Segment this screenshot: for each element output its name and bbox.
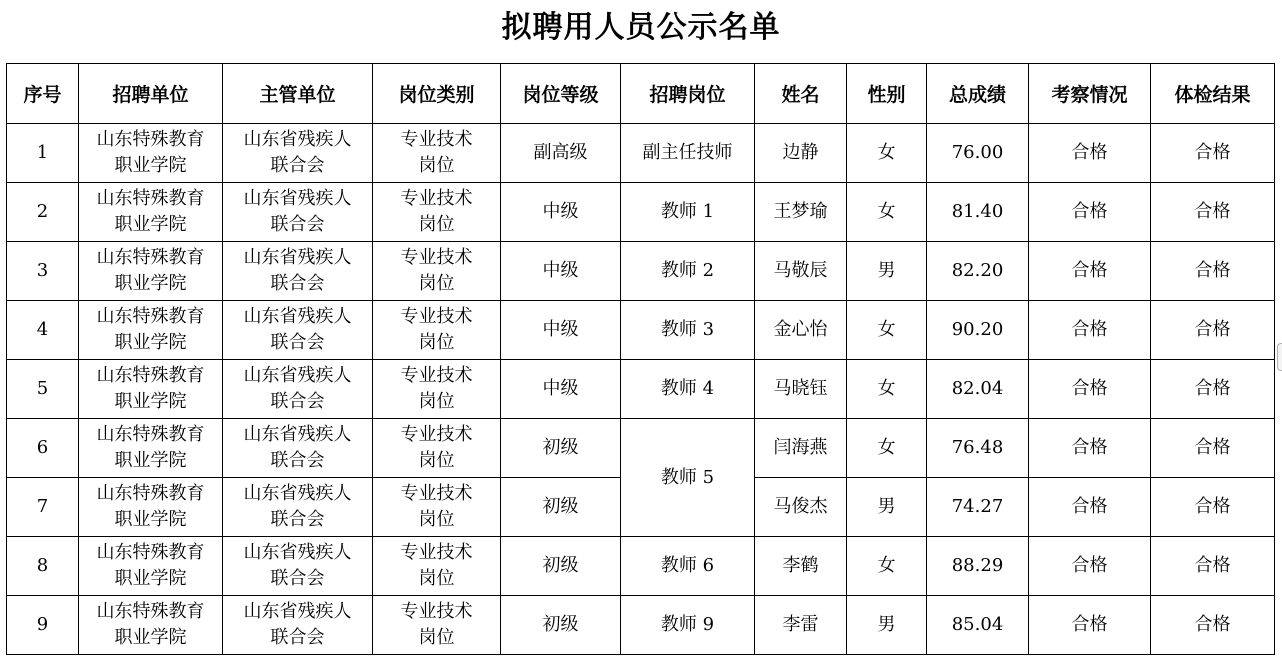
cell-inspection: 合格	[1029, 419, 1151, 478]
cell-dept-line: 山东省残疾人	[243, 306, 352, 327]
cell-category	[373, 183, 501, 242]
cell-post: 教师 2	[621, 242, 755, 301]
cell-level: 中级	[501, 301, 621, 360]
page-title: 拟聘用人员公示名单	[501, 10, 781, 45]
cell-unit-line: 职业学院	[114, 155, 187, 176]
cell-no: 4	[7, 301, 79, 360]
cell-inspection: 合格	[1029, 242, 1151, 301]
cell-post: 副主任技师	[621, 124, 755, 183]
cell-category-line: 岗位	[418, 332, 455, 353]
cell-dept-line: 联合会	[270, 273, 325, 294]
cell-unit-line: 山东特殊教育	[96, 424, 205, 445]
cell-dept	[223, 537, 373, 596]
cell-category-line: 岗位	[418, 155, 455, 176]
cell-dept-line: 山东省残疾人	[243, 542, 352, 563]
cell-unit-line: 山东特殊教育	[96, 188, 205, 209]
cell-unit	[79, 242, 223, 301]
cell-medical: 合格	[1151, 183, 1275, 242]
cell-inspection: 合格	[1029, 301, 1151, 360]
column-header-no: 序号	[7, 64, 79, 124]
cell-dept	[223, 360, 373, 419]
cell-medical: 合格	[1151, 360, 1275, 419]
cell-no: 3	[7, 242, 79, 301]
cell-name: 边静	[755, 124, 847, 183]
cell-score: 88.29	[927, 537, 1029, 596]
cell-name: 李雷	[755, 596, 847, 655]
cell-unit-line: 山东特殊教育	[96, 542, 205, 563]
cell-dept	[223, 124, 373, 183]
column-header-post: 招聘岗位	[621, 64, 755, 124]
cell-post: 教师 1	[621, 183, 755, 242]
table-row	[7, 419, 1275, 478]
cell-level: 副高级	[501, 124, 621, 183]
cell-level: 初级	[501, 596, 621, 655]
cell-medical: 合格	[1151, 537, 1275, 596]
cell-dept-line: 联合会	[270, 214, 325, 235]
cell-dept	[223, 301, 373, 360]
cell-unit	[79, 124, 223, 183]
cell-category-line: 专业技术	[400, 424, 473, 445]
cell-dept-line: 联合会	[270, 627, 325, 648]
cell-name: 马晓钰	[755, 360, 847, 419]
cell-post-merged: 教师 5	[621, 419, 755, 537]
cell-name: 马俊杰	[755, 478, 847, 537]
cell-gender: 女	[847, 537, 927, 596]
cell-dept-line: 山东省残疾人	[243, 247, 352, 268]
cell-unit	[79, 478, 223, 537]
cell-medical: 合格	[1151, 242, 1275, 301]
cell-score: 74.27	[927, 478, 1029, 537]
cell-dept-line: 山东省残疾人	[243, 188, 352, 209]
cell-category-line: 岗位	[418, 509, 455, 530]
cell-dept	[223, 242, 373, 301]
cell-category-line: 岗位	[418, 273, 455, 294]
cell-medical: 合格	[1151, 301, 1275, 360]
cell-score: 82.04	[927, 360, 1029, 419]
cell-gender: 女	[847, 301, 927, 360]
cell-score: 76.00	[927, 124, 1029, 183]
cell-unit-line: 山东特殊教育	[96, 365, 205, 386]
cell-dept-line: 山东省残疾人	[243, 129, 352, 150]
cell-dept-line: 联合会	[270, 332, 325, 353]
cell-medical: 合格	[1151, 478, 1275, 537]
cell-category	[373, 301, 501, 360]
cell-unit	[79, 301, 223, 360]
cell-category	[373, 537, 501, 596]
cell-gender: 女	[847, 183, 927, 242]
cell-unit-line: 职业学院	[114, 214, 187, 235]
cell-category-line: 专业技术	[400, 542, 473, 563]
cell-no: 8	[7, 537, 79, 596]
cell-no: 7	[7, 478, 79, 537]
cell-unit	[79, 537, 223, 596]
cell-post: 教师 4	[621, 360, 755, 419]
cell-unit-line: 职业学院	[114, 273, 187, 294]
cell-category-line: 专业技术	[400, 365, 473, 386]
cell-unit-line: 职业学院	[114, 391, 187, 412]
cell-no: 2	[7, 183, 79, 242]
cell-category	[373, 124, 501, 183]
cell-category-line: 专业技术	[400, 247, 473, 268]
cell-gender: 女	[847, 124, 927, 183]
cell-unit-line: 职业学院	[114, 627, 187, 648]
cell-dept-line: 山东省残疾人	[243, 601, 352, 622]
cell-dept-line: 山东省残疾人	[243, 365, 352, 386]
cell-inspection: 合格	[1029, 183, 1151, 242]
table-row	[7, 301, 1275, 360]
cell-name: 闫海燕	[755, 419, 847, 478]
table-row	[7, 596, 1275, 655]
cell-no: 1	[7, 124, 79, 183]
cell-dept	[223, 419, 373, 478]
cell-name: 李鹤	[755, 537, 847, 596]
cell-dept-line: 联合会	[270, 155, 325, 176]
cell-unit-line: 职业学院	[114, 509, 187, 530]
cell-post: 教师 9	[621, 596, 755, 655]
cell-inspection: 合格	[1029, 596, 1151, 655]
cell-category	[373, 242, 501, 301]
cell-unit-line: 山东特殊教育	[96, 247, 205, 268]
cell-unit-line: 职业学院	[114, 450, 187, 471]
cell-no: 5	[7, 360, 79, 419]
cell-medical: 合格	[1151, 419, 1275, 478]
column-header-name: 姓名	[755, 64, 847, 124]
cell-category-line: 岗位	[418, 450, 455, 471]
cell-unit-line: 山东特殊教育	[96, 306, 205, 327]
cell-gender: 男	[847, 478, 927, 537]
cell-unit	[79, 183, 223, 242]
cell-unit	[79, 360, 223, 419]
table-row	[7, 124, 1275, 183]
cell-dept-line: 联合会	[270, 509, 325, 530]
cell-unit-line: 山东特殊教育	[96, 601, 205, 622]
cell-post: 教师 6	[621, 537, 755, 596]
column-header-level: 岗位等级	[501, 64, 621, 124]
cell-score: 85.04	[927, 596, 1029, 655]
cell-inspection: 合格	[1029, 478, 1151, 537]
cell-category-line: 岗位	[418, 391, 455, 412]
cell-score: 90.20	[927, 301, 1029, 360]
cell-category-line: 专业技术	[400, 483, 473, 504]
cell-score: 76.48	[927, 419, 1029, 478]
cell-category-line: 专业技术	[400, 129, 473, 150]
cell-name: 马敬辰	[755, 242, 847, 301]
cell-dept-line: 山东省残疾人	[243, 483, 352, 504]
cell-score: 81.40	[927, 183, 1029, 242]
column-header-inspection: 考察情况	[1029, 64, 1151, 124]
scroll-handle[interactable]	[1277, 343, 1282, 371]
column-header-score: 总成绩	[927, 64, 1029, 124]
cell-unit-line: 职业学院	[114, 332, 187, 353]
cell-gender: 男	[847, 242, 927, 301]
cell-name: 金心怡	[755, 301, 847, 360]
cell-dept	[223, 596, 373, 655]
cell-level: 中级	[501, 183, 621, 242]
cell-score: 82.20	[927, 242, 1029, 301]
cell-level: 初级	[501, 537, 621, 596]
cell-category	[373, 419, 501, 478]
cell-inspection: 合格	[1029, 124, 1151, 183]
cell-level: 中级	[501, 242, 621, 301]
cell-category-line: 专业技术	[400, 188, 473, 209]
cell-unit-line: 山东特殊教育	[96, 483, 205, 504]
cell-medical: 合格	[1151, 596, 1275, 655]
cell-unit	[79, 596, 223, 655]
roster-table	[6, 63, 1275, 655]
cell-medical: 合格	[1151, 124, 1275, 183]
cell-category-line: 岗位	[418, 214, 455, 235]
cell-gender: 男	[847, 596, 927, 655]
cell-post: 教师 3	[621, 301, 755, 360]
cell-inspection: 合格	[1029, 360, 1151, 419]
cell-dept	[223, 183, 373, 242]
table-row	[7, 360, 1275, 419]
cell-level: 初级	[501, 478, 621, 537]
cell-gender: 女	[847, 360, 927, 419]
header-row	[7, 64, 1275, 124]
cell-unit-line: 职业学院	[114, 568, 187, 589]
column-header-dept: 主管单位	[223, 64, 373, 124]
cell-category-line: 专业技术	[400, 601, 473, 622]
cell-category	[373, 478, 501, 537]
cell-inspection: 合格	[1029, 537, 1151, 596]
cell-level: 中级	[501, 360, 621, 419]
cell-dept-line: 联合会	[270, 568, 325, 589]
column-header-unit: 招聘单位	[79, 64, 223, 124]
column-header-gender: 性别	[847, 64, 927, 124]
cell-level: 初级	[501, 419, 621, 478]
table-row	[7, 183, 1275, 242]
column-header-category: 岗位类别	[373, 64, 501, 124]
cell-dept	[223, 478, 373, 537]
table-row	[7, 242, 1275, 301]
cell-unit	[79, 419, 223, 478]
cell-unit-line: 山东特殊教育	[96, 129, 205, 150]
cell-category-line: 岗位	[418, 568, 455, 589]
cell-no: 6	[7, 419, 79, 478]
cell-category-line: 专业技术	[400, 306, 473, 327]
cell-category	[373, 596, 501, 655]
cell-category-line: 岗位	[418, 627, 455, 648]
cell-name: 王梦瑜	[755, 183, 847, 242]
cell-dept-line: 联合会	[270, 450, 325, 471]
column-header-medical: 体检结果	[1151, 64, 1275, 124]
cell-no: 9	[7, 596, 79, 655]
cell-gender: 女	[847, 419, 927, 478]
table-row	[7, 537, 1275, 596]
cell-category	[373, 360, 501, 419]
cell-dept-line: 山东省残疾人	[243, 424, 352, 445]
cell-dept-line: 联合会	[270, 391, 325, 412]
